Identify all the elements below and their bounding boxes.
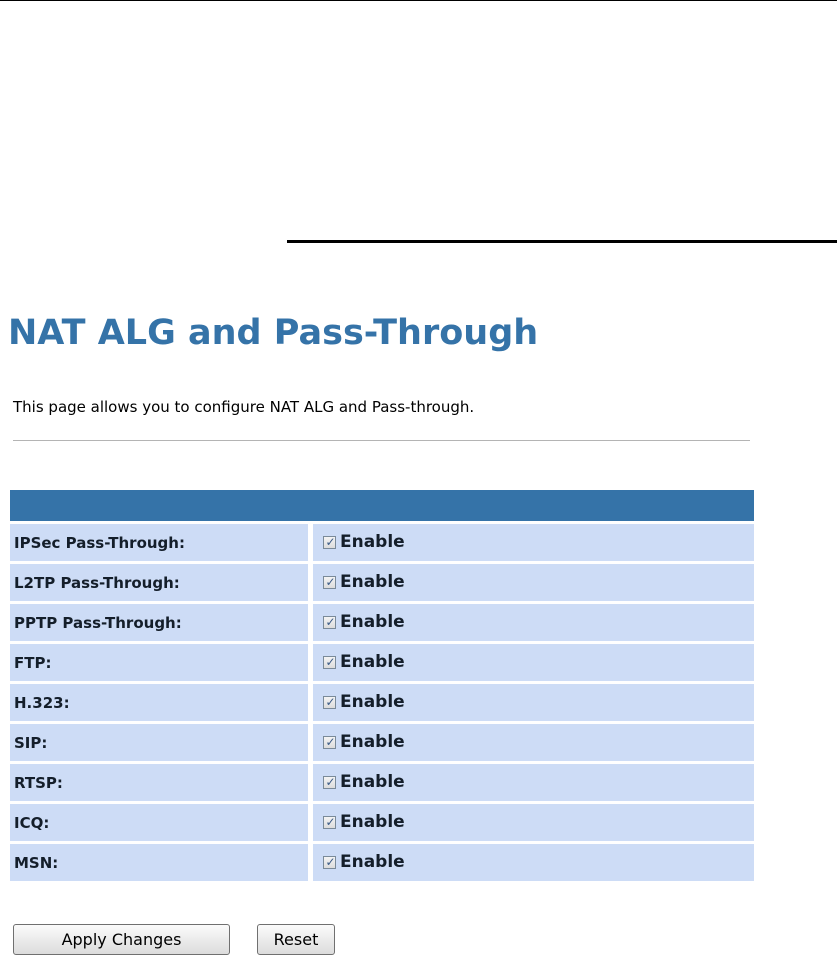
table-row <box>10 684 754 721</box>
setting-label: SIP: <box>10 724 313 761</box>
reset-button[interactable]: Reset <box>257 924 335 955</box>
checkmark-icon: ✓ <box>325 734 336 749</box>
enable-checkbox[interactable] <box>323 776 336 789</box>
setting-label: MSN: <box>10 844 313 881</box>
enable-label: Enable <box>340 572 405 593</box>
enable-label: Enable <box>340 812 405 833</box>
setting-label: ICQ: <box>10 804 313 841</box>
setting-value-cell <box>313 844 754 881</box>
page-description: This page allows you to configure NAT ALG and Pass-through. <box>13 398 475 416</box>
page-title: NAT ALG and Pass-Through <box>8 313 539 353</box>
description-divider <box>13 440 750 441</box>
checkmark-icon: ✓ <box>325 574 336 589</box>
setting-value-cell <box>313 764 754 801</box>
enable-label: Enable <box>340 612 405 633</box>
enable-label: Enable <box>340 772 405 793</box>
table-row <box>10 604 754 641</box>
alg-settings-table <box>10 490 754 881</box>
enable-label: Enable <box>340 852 405 873</box>
setting-label: L2TP Pass-Through: <box>10 564 313 601</box>
enable-checkbox-control[interactable] <box>323 812 405 832</box>
setting-label: H.323: <box>10 684 313 721</box>
table-row <box>10 764 754 801</box>
enable-checkbox-control[interactable] <box>323 732 405 752</box>
setting-value-cell <box>313 604 754 641</box>
setting-value-cell <box>313 524 754 561</box>
enable-checkbox-control[interactable] <box>323 852 405 872</box>
enable-label: Enable <box>340 652 405 673</box>
checkmark-icon: ✓ <box>325 534 336 549</box>
enable-label: Enable <box>340 532 405 553</box>
enable-checkbox[interactable] <box>323 736 336 749</box>
table-row <box>10 644 754 681</box>
setting-value-cell <box>313 804 754 841</box>
setting-label: IPSec Pass-Through: <box>10 524 313 561</box>
enable-checkbox[interactable] <box>323 536 336 549</box>
enable-label: Enable <box>340 732 405 753</box>
setting-value-cell <box>313 684 754 721</box>
enable-checkbox-control[interactable] <box>323 612 405 632</box>
enable-checkbox[interactable] <box>323 576 336 589</box>
table-header-row <box>10 490 754 521</box>
enable-checkbox-control[interactable] <box>323 652 405 672</box>
setting-label: FTP: <box>10 644 313 681</box>
setting-value-cell <box>313 644 754 681</box>
enable-checkbox[interactable] <box>323 616 336 629</box>
table-row <box>10 724 754 761</box>
table-header <box>10 490 754 521</box>
table-row <box>10 524 754 561</box>
header-divider <box>287 240 837 243</box>
table-row <box>10 564 754 601</box>
checkmark-icon: ✓ <box>325 774 336 789</box>
enable-checkbox-control[interactable] <box>323 572 405 592</box>
enable-checkbox[interactable] <box>323 696 336 709</box>
setting-label: PPTP Pass-Through: <box>10 604 313 641</box>
top-divider <box>0 0 837 1</box>
setting-label: RTSP: <box>10 764 313 801</box>
apply-changes-button[interactable]: Apply Changes <box>13 924 230 955</box>
setting-value-cell <box>313 724 754 761</box>
table-row <box>10 844 754 881</box>
checkmark-icon: ✓ <box>325 614 336 629</box>
enable-label: Enable <box>340 692 405 713</box>
checkmark-icon: ✓ <box>325 654 336 669</box>
enable-checkbox-control[interactable] <box>323 772 405 792</box>
checkmark-icon: ✓ <box>325 854 336 869</box>
enable-checkbox-control[interactable] <box>323 532 405 552</box>
enable-checkbox[interactable] <box>323 856 336 869</box>
checkmark-icon: ✓ <box>325 694 336 709</box>
enable-checkbox-control[interactable] <box>323 692 405 712</box>
enable-checkbox[interactable] <box>323 656 336 669</box>
setting-value-cell <box>313 564 754 601</box>
checkmark-icon: ✓ <box>325 814 336 829</box>
enable-checkbox[interactable] <box>323 816 336 829</box>
table-row <box>10 804 754 841</box>
